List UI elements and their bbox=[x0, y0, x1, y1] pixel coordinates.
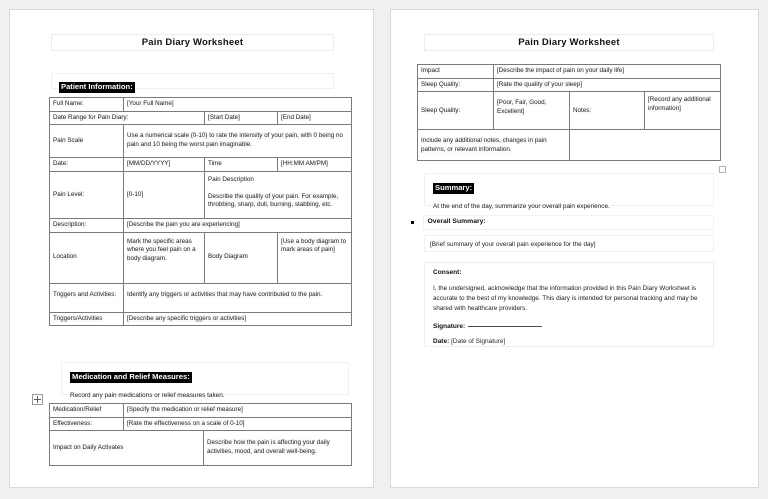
table-row[interactable] bbox=[50, 111, 352, 125]
cell-triggers-activities-value[interactable]: [Describe any specific triggers or activities] bbox=[124, 312, 352, 326]
consent-title: Consent: bbox=[433, 269, 462, 276]
cell-additional-notes-value[interactable] bbox=[570, 130, 721, 161]
date-line[interactable] bbox=[433, 338, 705, 345]
patient-information-heading-box bbox=[51, 73, 334, 89]
cell-impact-value[interactable]: [Describe the impact of pain on your daily life] bbox=[494, 65, 721, 79]
table-row[interactable] bbox=[418, 78, 721, 92]
consent-block bbox=[424, 262, 714, 347]
table-row[interactable] bbox=[50, 404, 352, 418]
cell-pain-scale-label: Pain Scale bbox=[50, 125, 124, 158]
table-row[interactable] bbox=[50, 172, 352, 219]
table-row[interactable] bbox=[50, 125, 352, 158]
cell-body-diagram-value[interactable]: [Use a body diagram to mark areas of pain] bbox=[278, 232, 352, 283]
cell-time-value[interactable]: [HH:MM AM/PM] bbox=[278, 158, 352, 172]
cell-medication-relief-label: Medication/Relief bbox=[50, 404, 124, 418]
summary-subtext: At the end of the day, summarize your overall pain experience. bbox=[433, 203, 610, 210]
signature-label: Signature: bbox=[433, 322, 466, 330]
cell-sleep-quality-value[interactable]: [Rate the quality of your sleep] bbox=[494, 78, 721, 92]
table-move-handle[interactable] bbox=[32, 394, 43, 405]
overall-summary-value[interactable]: [Brief summary of your overall pain experience for the day] bbox=[424, 235, 714, 252]
overall-summary-label: Overall Summary: bbox=[423, 215, 715, 229]
cell-description-label: Description: bbox=[50, 219, 124, 233]
table-row[interactable] bbox=[50, 158, 352, 172]
cell-pain-level-label: Pain Level: bbox=[50, 172, 124, 219]
cell-impact-daily-label: Impact on Daily Activates bbox=[50, 431, 204, 466]
table-row[interactable] bbox=[50, 219, 352, 233]
signature-line[interactable] bbox=[433, 323, 705, 330]
table-row[interactable] bbox=[50, 98, 352, 112]
pain-description-body: Describe the quality of your pain. For example, throbbing, sharp, dull, burning, stabbing, etc. bbox=[208, 192, 339, 209]
cell-full-name-value[interactable]: [Your Full Name] bbox=[124, 98, 352, 112]
cell-sleep-quality-options[interactable]: [Poor, Fair, Good, Excellent] bbox=[494, 92, 570, 130]
cell-effectiveness-label: Effectiveness: bbox=[50, 417, 124, 431]
cell-impact-label: Impact bbox=[418, 65, 494, 79]
signature-rule[interactable] bbox=[468, 326, 542, 327]
cell-impact-daily-value[interactable]: Describe how the pain is affecting your daily activities, mood, and overall well-being. bbox=[204, 431, 352, 466]
table-row[interactable] bbox=[418, 92, 721, 130]
cell-location-value[interactable]: Mark the specific areas where you feel pain on a body diagram. bbox=[124, 232, 205, 283]
cell-pain-scale-value[interactable]: Use a numerical scale (0-10) to rate the intensity of your pain, with 0 being no pain and 10 being the worst pain imaginable. bbox=[124, 125, 352, 158]
cell-body-diagram-label: Body Diagram bbox=[205, 232, 278, 283]
medication-heading-box bbox=[61, 362, 349, 399]
cell-pain-description[interactable] bbox=[205, 172, 352, 219]
table-row[interactable] bbox=[50, 417, 352, 431]
table-row[interactable] bbox=[50, 312, 352, 326]
cell-location-label: Location bbox=[50, 232, 124, 283]
table-resize-handle[interactable] bbox=[719, 166, 726, 173]
table-row[interactable] bbox=[50, 283, 352, 312]
document-page-1 bbox=[9, 9, 374, 488]
pain-description-title: Pain Description bbox=[208, 176, 254, 184]
cell-triggers-value[interactable]: Identify any triggers or activities that may have contributed to the pain. bbox=[124, 283, 352, 312]
table-row[interactable] bbox=[418, 65, 721, 79]
page-title: Pain Diary Worksheet bbox=[51, 34, 334, 51]
sleep-impact-table[interactable] bbox=[417, 64, 721, 161]
cell-description-value[interactable]: [Describe the pain you are experiencing] bbox=[124, 219, 352, 233]
date-label: Date: bbox=[433, 337, 450, 345]
page-title-2: Pain Diary Worksheet bbox=[424, 34, 714, 51]
cell-triggers-activities-label: Triggers/Activities bbox=[50, 312, 124, 326]
cell-sleep-quality-label: Sleep Quality: bbox=[418, 78, 494, 92]
summary-heading: Summary: bbox=[435, 183, 473, 192]
date-value[interactable]: [Date of Signature] bbox=[451, 337, 506, 345]
bullet-icon bbox=[411, 221, 414, 224]
cell-date-range-label: Date Range for Pain Diary: bbox=[50, 111, 205, 125]
medication-subtext: Record any pain medications or relief measures taken. bbox=[70, 392, 225, 399]
overall-summary-bullet-row bbox=[411, 216, 714, 229]
cell-medication-relief-value[interactable]: [Specify the medication or relief measure] bbox=[124, 404, 352, 418]
cell-additional-notes-label: Include any additional notes, changes in pain patterns, or relevant information. bbox=[418, 130, 570, 161]
cell-pain-level-value[interactable]: [0-10] bbox=[124, 172, 205, 219]
cell-date-value[interactable]: [MM/DD/YYYY] bbox=[124, 158, 205, 172]
table-row[interactable] bbox=[418, 130, 721, 161]
cell-sleep-quality-label-2: Sleep Quality: bbox=[418, 92, 494, 130]
cell-effectiveness-value[interactable]: [Rate the effectiveness on a scale of 0-10] bbox=[124, 417, 352, 431]
patient-information-heading: Patient Information: bbox=[61, 82, 133, 91]
consent-body: I, the undersigned, acknowledge that the information provided in this Pain Diary Worksheet is accurate to the best of my knowledge. This diary is intended for personal tracking and may be shared with healthcare providers. bbox=[433, 285, 698, 312]
cell-notes-label: Notes: bbox=[570, 92, 645, 130]
cell-end-date[interactable]: [End Date] bbox=[278, 111, 352, 125]
medication-heading: Medication and Relief Measures: bbox=[72, 372, 190, 381]
cell-start-date[interactable]: [Start Date] bbox=[205, 111, 278, 125]
table-row[interactable] bbox=[50, 232, 352, 283]
document-page-2 bbox=[390, 9, 759, 488]
cell-date-label: Date: bbox=[50, 158, 124, 172]
cell-notes-value[interactable]: [Record any additional information] bbox=[645, 92, 721, 130]
patient-information-table[interactable] bbox=[49, 97, 352, 326]
cell-triggers-label: Triggers and Activities: bbox=[50, 283, 124, 312]
table-row[interactable] bbox=[50, 431, 352, 466]
cell-time-label: Time bbox=[205, 158, 278, 172]
cell-full-name-label: Full Name: bbox=[50, 98, 124, 112]
medication-table[interactable] bbox=[49, 403, 352, 466]
summary-heading-box bbox=[424, 173, 714, 210]
